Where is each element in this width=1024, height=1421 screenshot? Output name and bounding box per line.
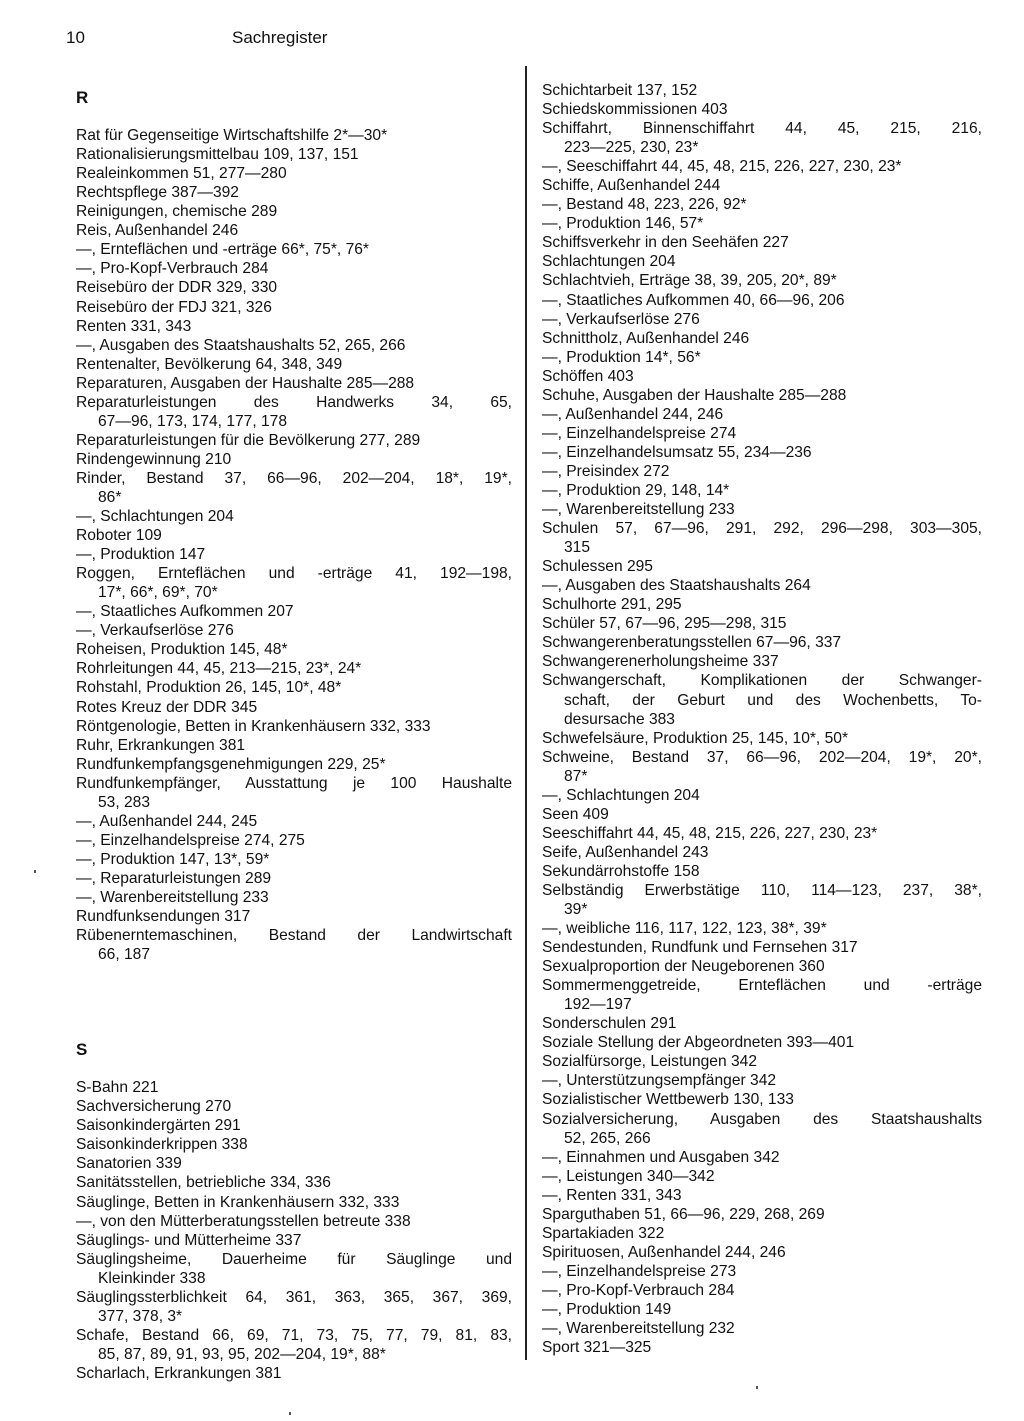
index-entry: Spartakiaden 322 xyxy=(542,1224,665,1242)
index-entry: —, Produktion 14*, 56* xyxy=(542,348,701,366)
index-entry: Reisebüro der DDR 329, 330 xyxy=(76,279,278,297)
index-entry: Seeschiffahrt 44, 45, 48, 215, 226, 227, 230, 23* xyxy=(542,824,878,842)
index-entry: Schiffsverkehr in den Seehäfen 227 xyxy=(542,234,789,252)
index-entry: —, Pro-Kopf-Verbrauch 284 xyxy=(76,260,269,278)
index-entry: Schöffen 403 xyxy=(542,367,634,385)
index-entry-continuation: 223—225, 230, 23* xyxy=(564,139,699,157)
index-entry: —, Einzelhandelspreise 274, 275 xyxy=(76,831,305,849)
index-entry: —, Preisindex 272 xyxy=(542,462,670,480)
index-entry: —, Warenbereitstellung 232 xyxy=(542,1320,735,1338)
index-entry: Soziale Stellung der Abgeordneten 393—401 xyxy=(542,1034,855,1052)
index-entry: Säuglings- und Mütterheime 337 xyxy=(76,1231,302,1249)
index-entry: Rohrleitungen 44, 45, 213—215, 23*, 24* xyxy=(76,660,362,678)
index-entry: Spirituosen, Außenhandel 244, 246 xyxy=(542,1243,786,1261)
page-title: Sachregister xyxy=(232,28,328,47)
index-entry: —, von den Mütterberatungsstellen betreute 338 xyxy=(76,1212,411,1230)
scan-speck xyxy=(756,1386,758,1389)
index-entry: —, Außenhandel 244, 245 xyxy=(76,812,258,830)
index-entry: Ruhr, Erkrankungen 381 xyxy=(76,736,246,754)
index-entry: —, Renten 331, 343 xyxy=(542,1186,682,1204)
scan-speck xyxy=(289,1412,291,1415)
index-entry: —, Warenbereitstellung 233 xyxy=(76,888,269,906)
index-entry-continuation: 17*, 66*, 69*, 70* xyxy=(98,584,218,602)
index-entry: Sekundärrohstoffe 158 xyxy=(542,862,700,880)
index-entry: —, Schlachtungen 204 xyxy=(76,508,234,526)
index-entry: Selbständig Erwerbstätige 110, 114—123, 237, 38*, xyxy=(542,881,982,899)
index-entry: Reisebüro der FDJ 321, 326 xyxy=(76,298,272,316)
index-entry: —, Einnahmen und Ausgaben 342 xyxy=(542,1148,780,1166)
index-entry: —, Reparaturleistungen 289 xyxy=(76,869,272,887)
index-entry: Sommermenggetreide, Ernteflächen und -erträge xyxy=(542,977,982,995)
index-entry: Schüler 57, 67—96, 295—298, 315 xyxy=(542,615,787,633)
index-entry: Rohstahl, Produktion 26, 145, 10*, 48* xyxy=(76,679,342,697)
index-entry: Rentenalter, Bevölkerung 64, 348, 349 xyxy=(76,355,343,373)
index-list-r xyxy=(76,126,512,964)
index-entry: —, Einzelhandelsumsatz 55, 234—236 xyxy=(542,443,812,461)
index-entry: Roheisen, Produktion 145, 48* xyxy=(76,641,288,659)
index-entry-continuation: schaft, der Geburt und des Wochenbetts, To- xyxy=(564,691,982,709)
index-entry: Seen 409 xyxy=(542,805,609,823)
index-entry: —, Produktion 29, 148, 14* xyxy=(542,481,730,499)
index-entry-continuation: 192—197 xyxy=(564,996,632,1014)
index-entry: Säuglingssterblichkeit 64, 361, 363, 365, 367, 369, xyxy=(76,1288,512,1306)
index-entry: Schulen 57, 67—96, 291, 292, 296—298, 303—305, xyxy=(542,520,982,538)
index-entry: Schlachtungen 204 xyxy=(542,253,676,271)
index-entry: Sanatorien 339 xyxy=(76,1155,182,1173)
index-entry: Reinigungen, chemische 289 xyxy=(76,203,278,221)
index-entry: Schiffahrt, Binnenschiffahrt 44, 45, 215, 216, xyxy=(542,120,982,138)
index-entry-continuation: 66, 187 xyxy=(98,946,151,964)
column-divider xyxy=(525,66,527,1360)
index-entry: Schiffe, Außenhandel 244 xyxy=(542,177,721,195)
index-entry: Roboter 109 xyxy=(76,527,162,545)
index-entry: —, Leistungen 340—342 xyxy=(542,1167,715,1185)
section-letter-r: R xyxy=(76,88,89,107)
index-entry: Sozialistischer Wettbewerb 130, 133 xyxy=(542,1091,794,1109)
index-entry: Schwangerenberatungsstellen 67—96, 337 xyxy=(542,634,842,652)
index-entry: Saisonkindergärten 291 xyxy=(76,1117,241,1135)
index-entry: Seife, Außenhandel 243 xyxy=(542,843,709,861)
index-entry: Schulhorte 291, 295 xyxy=(542,596,682,614)
index-entry: Sonderschulen 291 xyxy=(542,1015,677,1033)
index-entry: —, Staatliches Aufkommen 40, 66—96, 206 xyxy=(542,291,845,309)
index-entry: Reparaturen, Ausgaben der Haushalte 285—288 xyxy=(76,374,415,392)
index-entry: —, Verkaufserlöse 276 xyxy=(542,310,700,328)
index-entry: Reis, Außenhandel 246 xyxy=(76,222,239,240)
index-entry: Sexualproportion der Neugeborenen 360 xyxy=(542,958,825,976)
index-entry: Scharlach, Erkrankungen 381 xyxy=(76,1364,282,1382)
index-entry: Rundfunkempfangsgenehmigungen 229, 25* xyxy=(76,755,386,773)
index-entry: Reparaturleistungen des Handwerks 34, 65, xyxy=(76,393,512,411)
index-entry: —, Einzelhandelspreise 273 xyxy=(542,1262,737,1280)
index-entry-continuation: 39* xyxy=(564,901,588,919)
index-entry: —, Seeschiffahrt 44, 45, 48, 215, 226, 227, 230, 23* xyxy=(542,158,902,176)
index-entry: Sozialfürsorge, Leistungen 342 xyxy=(542,1053,757,1071)
index-entry: —, Ausgaben des Staatshaushalts 264 xyxy=(542,577,811,595)
index-entry: Schweine, Bestand 37, 66—96, 202—204, 19*, 20*, xyxy=(542,748,982,766)
index-entry: —, Staatliches Aufkommen 207 xyxy=(76,603,294,621)
index-entry: Schwefelsäure, Produktion 25, 145, 10*, 50* xyxy=(542,729,849,747)
index-entry-continuation: Kleinkinder 338 xyxy=(98,1269,206,1287)
index-entry: Rat für Gegenseitige Wirtschaftshilfe 2*—30* xyxy=(76,127,388,145)
index-entry: Sport 321—325 xyxy=(542,1339,652,1357)
index-entry-continuation: 315 xyxy=(564,539,591,557)
index-entry: —, Bestand 48, 223, 226, 92* xyxy=(542,196,747,214)
index-entry: S-Bahn 221 xyxy=(76,1079,159,1097)
index-entry: Rationalisierungsmittelbau 109, 137, 151 xyxy=(76,146,359,164)
index-entry: Röntgenologie, Betten in Krankenhäusern 332, 333 xyxy=(76,717,431,735)
index-entry: —, Pro-Kopf-Verbrauch 284 xyxy=(542,1281,735,1299)
index-entry: Schnittholz, Außenhandel 246 xyxy=(542,329,750,347)
index-entry: —, Produktion 149 xyxy=(542,1301,672,1318)
index-entry: —, Ausgaben des Staatshaushalts 52, 265, 266 xyxy=(76,336,406,354)
index-entry: Rübenerntemaschinen, Bestand der Landwirtschaft xyxy=(76,927,512,945)
index-entry: —, Verkaufserlöse 276 xyxy=(76,622,234,640)
index-entry: Schulessen 295 xyxy=(542,558,653,576)
page-number: 10 xyxy=(66,28,85,47)
index-entry: Schafe, Bestand 66, 69, 71, 73, 75, 77, 79, 81, 83, xyxy=(76,1326,512,1344)
index-list-right xyxy=(542,81,982,1357)
index-entry: Sparguthaben 51, 66—96, 229, 268, 269 xyxy=(542,1205,825,1223)
index-entry: Renten 331, 343 xyxy=(76,317,192,335)
index-entry: —, Produktion 147 xyxy=(76,546,206,564)
index-entry-continuation: 67—96, 173, 174, 177, 178 xyxy=(98,412,288,430)
index-entry: —, Produktion 146, 57* xyxy=(542,215,704,233)
index-entry-continuation: 85, 87, 89, 91, 93, 95, 202—204, 19*, 88* xyxy=(98,1345,386,1363)
index-entry: Reparaturleistungen für die Bevölkerung 277, 289 xyxy=(76,431,421,449)
index-entry: Schwangerenerholungsheime 337 xyxy=(542,653,779,671)
section-letter-s: S xyxy=(76,1040,88,1060)
index-entry: —, Einzelhandelspreise 274 xyxy=(542,424,737,442)
page-header xyxy=(0,24,1024,54)
index-entry: Rundfunkempfänger, Ausstattung je 100 Haushalte xyxy=(76,774,512,792)
index-entry: Sendestunden, Rundfunk und Fernsehen 317 xyxy=(542,939,858,957)
index-entry: —, Warenbereitstellung 233 xyxy=(542,501,735,519)
index-entry: —, Produktion 147, 13*, 59* xyxy=(76,850,270,868)
index-entry-continuation: 86* xyxy=(98,488,122,506)
index-entry-continuation: desursache 383 xyxy=(564,710,675,728)
scan-speck xyxy=(34,870,36,873)
index-entry: Rindengewinnung 210 xyxy=(76,450,232,468)
left-column xyxy=(76,88,512,1383)
index-entry: —, Ernteflächen und -erträge 66*, 75*, 76* xyxy=(76,241,369,259)
index-entry: Sozialversicherung, Ausgaben des Staatshaushalts xyxy=(542,1110,982,1128)
index-entry: Realeinkommen 51, 277—280 xyxy=(76,165,287,183)
index-entry: Rinder, Bestand 37, 66—96, 202—204, 18*, 19*, xyxy=(76,469,512,487)
index-entry: Saisonkinderkrippen 338 xyxy=(76,1136,248,1154)
right-column xyxy=(542,81,982,1357)
index-entry: —, Außenhandel 244, 246 xyxy=(542,405,724,423)
index-entry-continuation: 377, 378, 3* xyxy=(98,1307,183,1325)
index-entry: Schwangerschaft, Komplikationen der Schwanger- xyxy=(542,672,982,690)
index-entry: —, weibliche 116, 117, 122, 123, 38*, 39* xyxy=(542,920,827,938)
index-entry: Schlachtvieh, Erträge 38, 39, 205, 20*, 89* xyxy=(542,272,837,290)
index-entry: Säuglingsheime, Dauerheime für Säuglinge und xyxy=(76,1250,512,1268)
index-entry: Rundfunksendungen 317 xyxy=(76,908,251,926)
index-entry: Rotes Kreuz der DDR 345 xyxy=(76,698,258,716)
index-entry-continuation: 53, 283 xyxy=(98,793,151,811)
index-entry: Säuglinge, Betten in Krankenhäusern 332, 333 xyxy=(76,1193,400,1211)
index-entry-continuation: 52, 265, 266 xyxy=(564,1129,651,1147)
index-entry: —, Schlachtungen 204 xyxy=(542,786,700,804)
index-entry: Sanitätsstellen, betriebliche 334, 336 xyxy=(76,1174,331,1192)
index-entry-continuation: 87* xyxy=(564,767,588,785)
index-entry: Rechtspflege 387—392 xyxy=(76,184,239,202)
index-entry: —, Unterstützungsempfänger 342 xyxy=(542,1072,777,1090)
index-entry: Schichtarbeit 137, 152 xyxy=(542,82,698,99)
index-entry: Schiedskommissionen 403 xyxy=(542,101,728,119)
index-entry: Roggen, Ernteflächen und -erträge 41, 192—198, xyxy=(76,565,512,583)
index-entry: Sachversicherung 270 xyxy=(76,1098,232,1116)
index-entry: Schuhe, Ausgaben der Haushalte 285—288 xyxy=(542,386,847,404)
index-list-s xyxy=(76,1078,512,1383)
